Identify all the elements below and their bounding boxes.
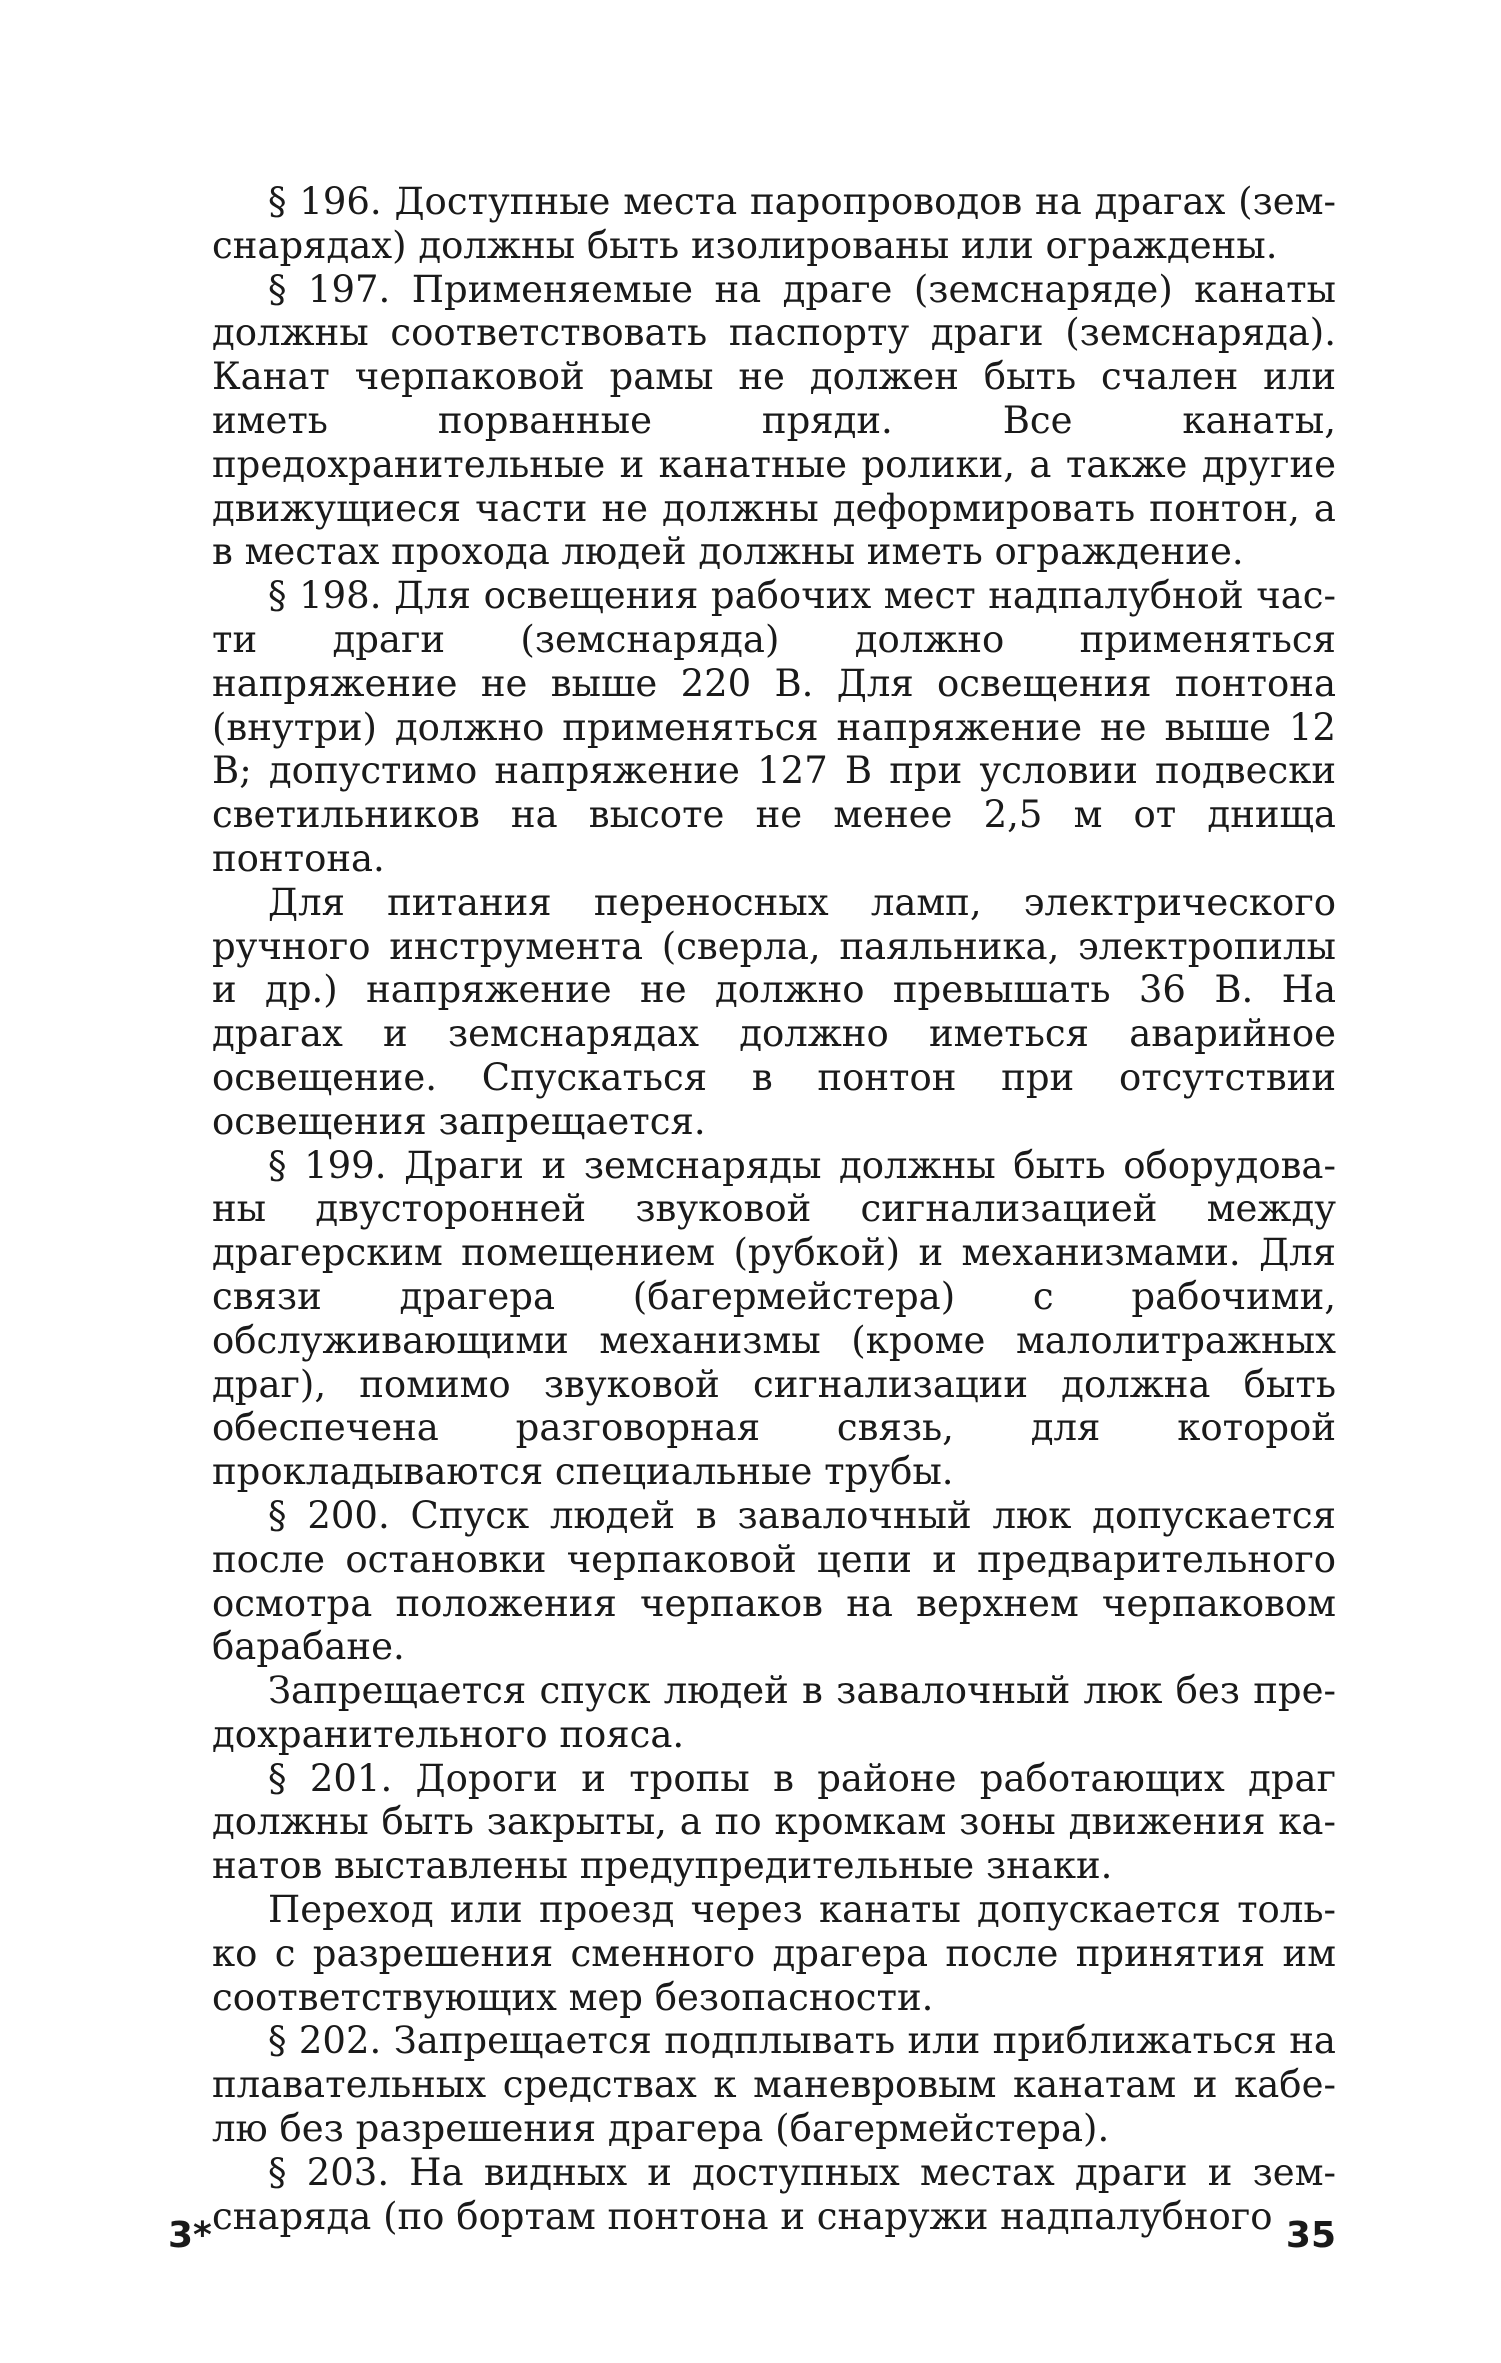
paragraph-203: § 203. На видных и доступных местах драги и земснаряда (по бортам понтона и снаружи надпалубного	[212, 2150, 1336, 2238]
page-body	[212, 180, 1336, 2238]
paragraph-196: § 196. Доступные места паропроводов на драгах (земснарядах) должны быть изолированы или ограждены.	[212, 180, 1336, 267]
paragraph-200: § 200. Спуск людей в завалочный люк допускается после остановки черпаковой цепи и предварительного осмотра положения черпаков на верхнем черпаковом барабане.	[212, 1493, 1336, 1669]
paragraph-198-continued: Для питания переносных ламп, электрического ручного инструмента (сверла, паяльника, электропилы и др.) напряжение не должно превышать 36 В. На драгах и земснарядах должно иметься аварийное освещение. Спускаться в понтон при отсутствии освещения запрещается.	[212, 880, 1336, 1143]
paragraph-201-continued: Переход или проезд через канаты допускается только с разрешения сменного драгера после принятия им соответствующих мер безопасности.	[212, 1888, 1336, 2019]
paragraph-198: § 198. Для освещения рабочих мест надпалубной части драги (земснаряда) должно применяться напряжение не выше 220 В. Для освещения понтона (внутри) должно применяться напряжение не выше 12 В; допустимо напряжение 127 В при условии подвески светильников на высоте не менее 2,5 м от днища понтона.	[212, 574, 1336, 880]
paragraph-200-continued: Запрещается спуск людей в завалочный люк без предохранительного пояса.	[212, 1669, 1336, 1756]
page-footer	[168, 2215, 1336, 2265]
paragraph-201: § 201. Дороги и тропы в районе работающих драг должны быть закрыты, а по кромкам зоны движения канатов выставлены предупредительные знаки.	[212, 1756, 1336, 1888]
signature-mark: 3*	[168, 2215, 212, 2256]
page-number: 35	[1285, 2215, 1336, 2256]
paragraph-199: § 199. Драги и земснаряды должны быть оборудованы двусторонней звуковой сигнализацией между драгерским помещением (рубкой) и механизмами. Для связи драгера (багермейстера) с рабочими, обслуживающими механизмы (кроме малолитражных драг), помимо звуковой сигнализации должна быть обеспечена разговорная связь, для которой прокладываются специальные трубы.	[212, 1143, 1336, 1494]
paragraph-202: § 202. Запрещается подплывать или приближаться на плавательных средствах к маневровым канатам и кабелю без разрешения драгера (багермейстера).	[212, 2019, 1336, 2151]
paragraph-197: § 197. Применяемые на драге (земснаряде) канаты должны соответствовать паспорту драги (земснаряда). Канат черпаковой рамы не должен быть счален или иметь порванные пряди. Все канаты, предохранительные и канатные ролики, а также другие движущиеся части не должны деформировать понтон, а в местах прохода людей должны иметь ограждение.	[212, 267, 1336, 574]
